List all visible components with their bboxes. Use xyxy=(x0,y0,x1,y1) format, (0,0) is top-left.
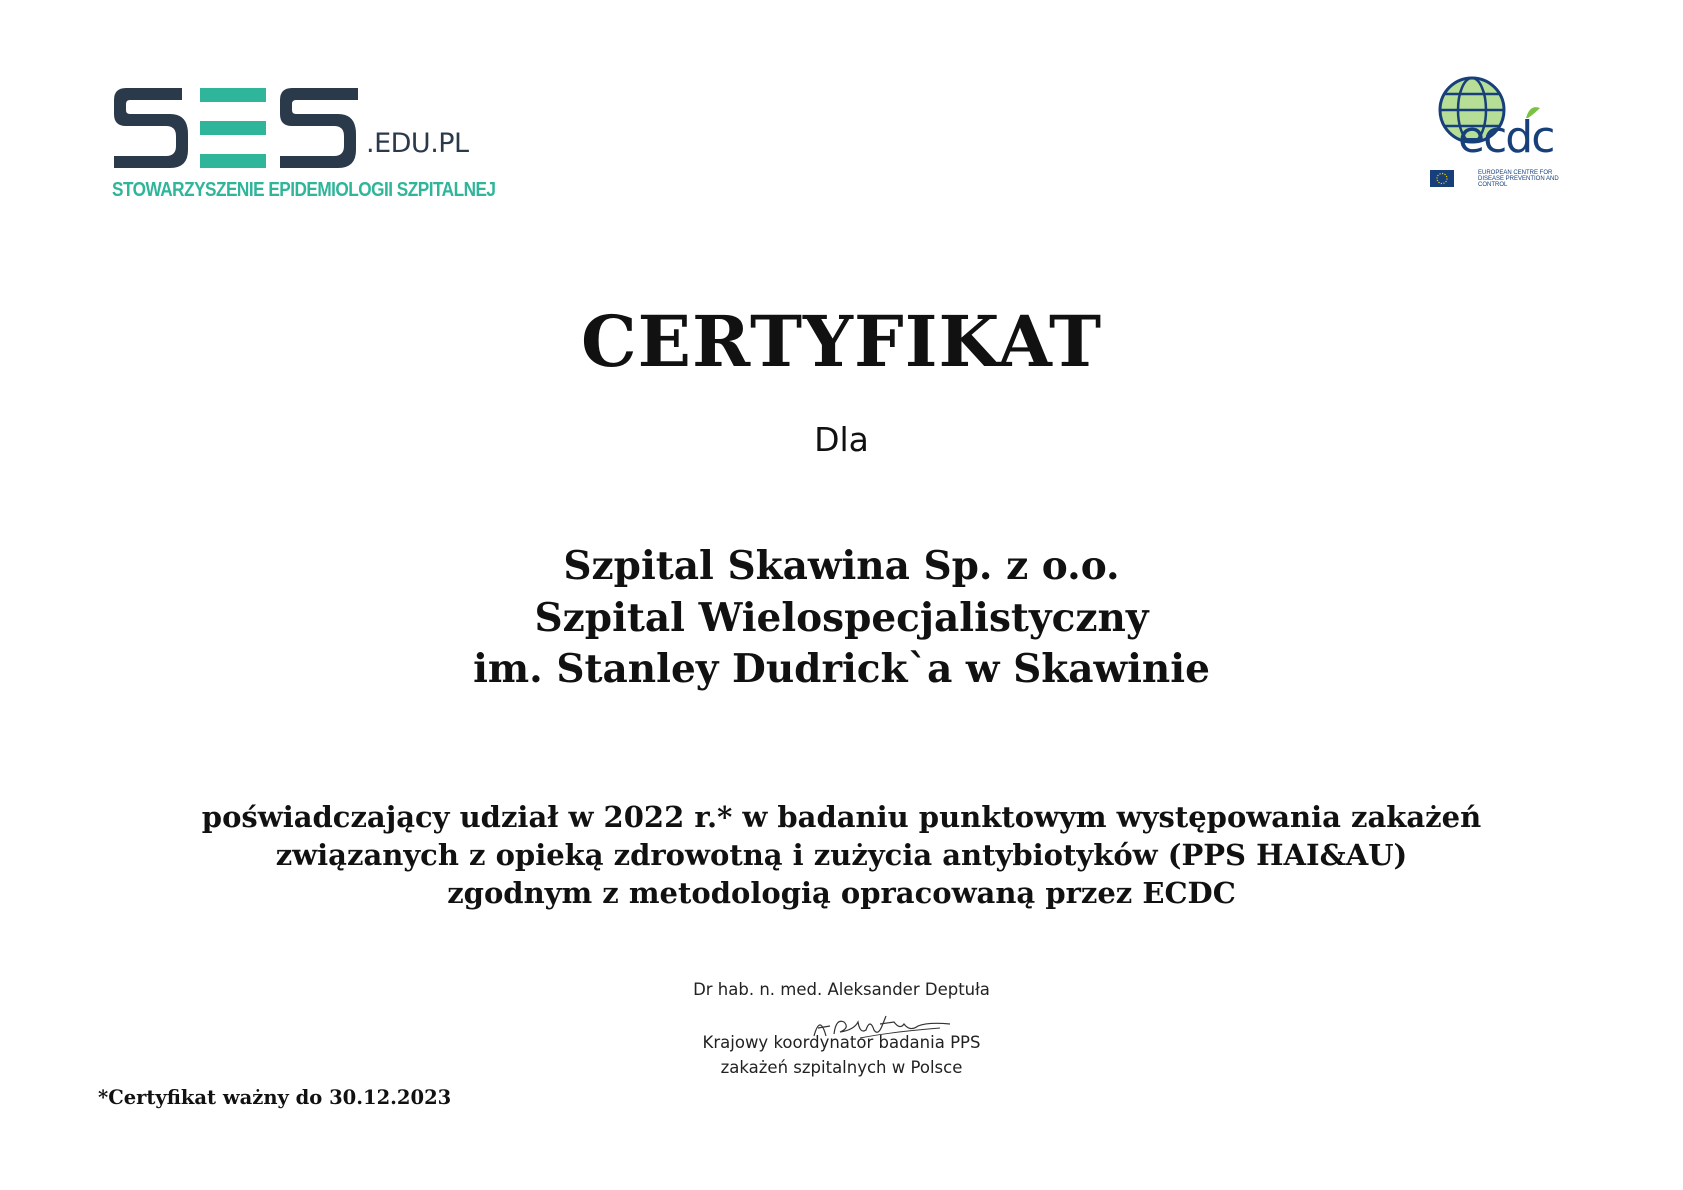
description-line-1: poświadczający udział w 2022 r.* w badaniu punktowym występowania zakażeń xyxy=(201,800,1482,834)
certificate-for-label: Dla xyxy=(814,420,869,459)
validity-footnote: *Certyfikat ważny do 30.12.2023 xyxy=(98,1086,452,1109)
signatory-name: Dr hab. n. med. Aleksander Deptuła xyxy=(693,980,990,999)
signatory-role-line-2: zakażeń szpitalnych w Polsce xyxy=(720,1058,963,1077)
ecdc-wordmark: ecdc xyxy=(1458,112,1554,163)
ecdc-description: EUROPEAN CENTRE FOR DISEASE PREVENTION AND CONTROL xyxy=(1478,170,1559,188)
recipient-line-3: im. Stanley Dudrick`a w Skawinie xyxy=(473,646,1210,692)
certificate-title: CERTYFIKAT xyxy=(580,300,1103,383)
ses-organization-name: STOWARZYSZENIE EPIDEMIOLOGII SZPITALNEJ xyxy=(112,179,496,201)
ecdc-logo xyxy=(1430,74,1570,192)
ses-domain-text: .EDU.PL xyxy=(366,128,469,159)
recipient-line-2: Szpital Wielospecjalistyczny xyxy=(534,595,1149,641)
ses-logo xyxy=(112,86,512,206)
description-line-3: zgodnym z metodologią opracowaną przez ECDC xyxy=(447,876,1236,910)
ses-logo-mark xyxy=(112,86,362,172)
description-line-2: związanych z opieką zdrowotną i zużycia antybiotyków (PPS HAI&AU) xyxy=(275,838,1408,872)
recipient-line-1: Szpital Skawina Sp. z o.o. xyxy=(563,543,1120,589)
signatory-role-line-1: Krajowy koordynator badania PPS xyxy=(702,1033,981,1052)
eu-flag-icon xyxy=(1430,170,1454,187)
